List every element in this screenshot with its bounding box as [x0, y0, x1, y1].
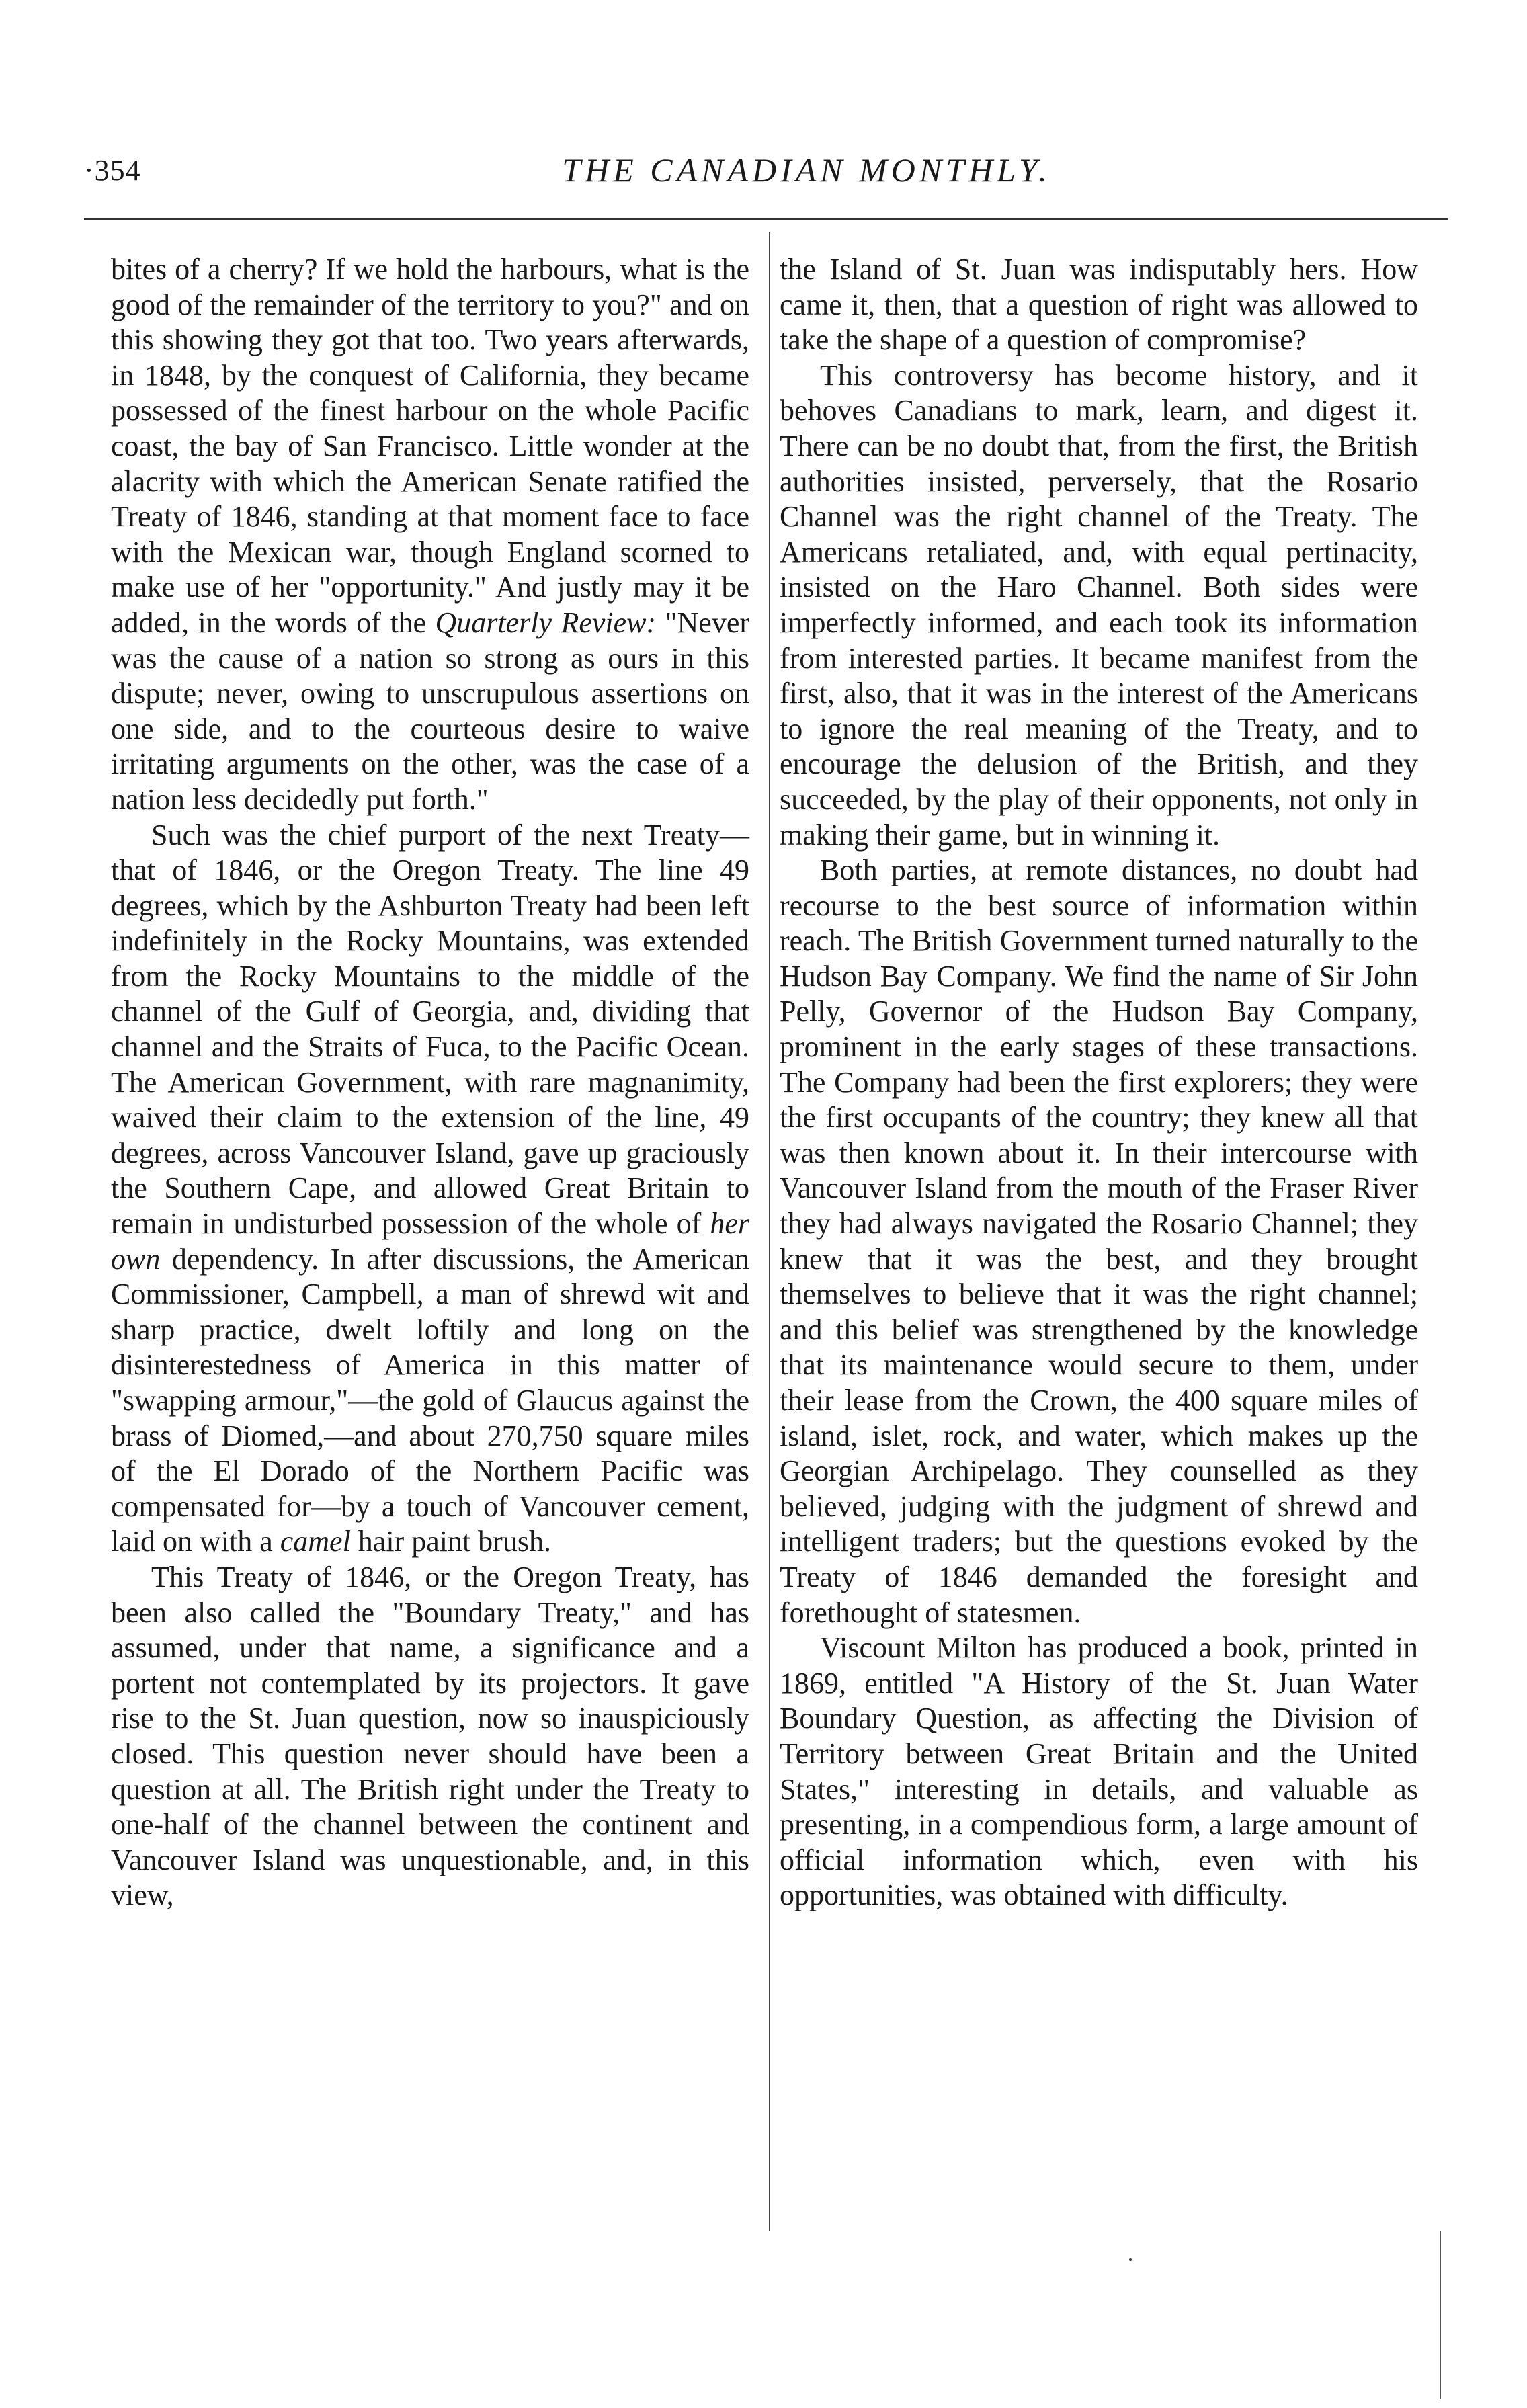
right-paragraph-1: the Island of St. Juan was indisputably hers. How came it, then, that a question of right was allowed to take the shape of a question of compromise?	[780, 253, 1418, 357]
left-column	[111, 252, 749, 1913]
page-number: ·354	[84, 154, 141, 187]
right-column	[780, 252, 1418, 1913]
right-paragraph-2: This controversy has become history, and it behoves Canadians to mark, learn, and digest it. There can be no doubt that, from the first, the British authorities insisted, perversely, that the Rosario Channel was the right channel of the Treaty. The Americans retaliated, and, with equal pertinacity, insisted on the Haro Channel. Both sides were imperfectly informed, and each took its information from interested parties. It became manifest from the first, also, that it was in the interest of the Americans to ignore the real meaning of the Treaty, and to encourage the delusion of the British, and they succeeded, by the play of their opponents, not only in making their game, but in winning it.	[780, 358, 1418, 852]
left-p2-italic: her own	[111, 1207, 749, 1276]
header-rule	[84, 218, 1448, 220]
left-p1-text: bites of a cherry? If we hold the harbours, what is the good of the remainder of the territory to you?" and on this showing they got that too. Two years afterwards, in 1848, by the conquest of California, they became possessed of the finest harbour on the whole Pacific coast, the bay of San Francisco. Little wonder at the alacrity with which the American Senate ratified the Treaty of 1846, standing at that moment face to face with the Mexican war, though England scorned to make use of her "opportunity." And justly may it be added, in the words of the	[111, 253, 749, 639]
left-paragraph-2	[111, 818, 749, 1560]
left-p2-text-c: hair paint brush.	[350, 1525, 551, 1559]
left-paragraph-3: This Treaty of 1846, or the Oregon Treaty, has been also called the "Boundary Treaty," and has assumed, under that name, a significance and a portent not contemplated by its projectors. It gave rise to the St. Juan question, now so inauspiciously closed. This question never should have been a question at all. The British right under the Treaty to one-half of the channel between the continent and Vancouver Island was unquestionable, and, in this view,	[111, 1560, 749, 1912]
left-paragraph-1	[111, 252, 749, 818]
column-divider	[769, 232, 770, 2231]
ink-dot	[1129, 2258, 1132, 2261]
page-edge-mark	[1440, 2231, 1441, 2399]
left-p2-text-a: Such was the chief purport of the next Treaty—that of 1846, or the Oregon Treaty. The line 49 degrees, which by the Ashburton Treaty had been left indefinitely in the Rocky Mountains, was extended from the Rocky Mountains to the middle of the channel of the Gulf of Georgia, and, dividing that channel and the Straits of Fuca, to the Pacific Ocean. The American Government, with rare magnanimity, waived their claim to the extension of the line, 49 degrees, across Vancouver Island, gave up graciously the Southern Cape, and allowed Great Britain to remain in undisturbed possession of the whole of	[111, 818, 749, 1241]
left-p2-italic2: camel	[280, 1525, 351, 1559]
right-paragraph-3: Both parties, at remote distances, no doubt had recourse to the best source of information within reach. The British Government turned naturally to the Hudson Bay Company. We find the name of Sir John Pelly, Governor of the Hudson Bay Company, prominent in the early stages of these transactions. The Company had been the first explorers; they were the first occupants of the country; they knew all that was then known about it. In their intercourse with Vancouver Island from the mouth of the Fraser River they had always navigated the Rosario Channel; they knew that it was the best, and they brought themselves to believe that it was the right channel; and this belief was strengthened by the knowledge that its maintenance would secure to them, under their lease from the Crown, the 400 square miles of island, islet, rock, and water, which makes up the Georgian Archipelago. They counselled as they believed, judging with the judgment of shrewd and intelligent traders; but the questions evoked by the Treaty of 1846 demanded the foresight and forethought of statesmen.	[780, 854, 1418, 1629]
left-p1-italic: Quarterly Review:	[435, 606, 657, 639]
left-p1-end: "Never was the cause of a nation so strong as ours in this dispute; never, owing to unscrupulous assertions on one side, and to the courteous desire to waive irritating arguments on the other, was the case of a nation less decidedly put forth."	[111, 606, 750, 816]
left-p2-text-b: dependency. In after discussions, the American Commissioner, Campbell, a man of shrewd wit and sharp practice, dwelt loftily and long on the disinterestedness of America in this matter of "swapping armour,"—the gold of Glaucus against the brass of Diomed,—and about 270,750 square miles of the El Dorado of the Northern Pacific was compensated for—by a touch of Vancouver cement, laid on with a	[111, 1242, 749, 1559]
right-paragraph-4: Viscount Milton has produced a book, printed in 1869, entitled "A History of the St. Juan Water Boundary Question, as affecting the Division of Territory between Great Britain and the United States," interesting in details, and valuable as presenting, in a compendious form, a large amount of official information which, even with his opportunities, was obtained with difficulty.	[780, 1631, 1418, 1912]
running-head: THE CANADIAN MONTHLY.	[562, 151, 1051, 189]
